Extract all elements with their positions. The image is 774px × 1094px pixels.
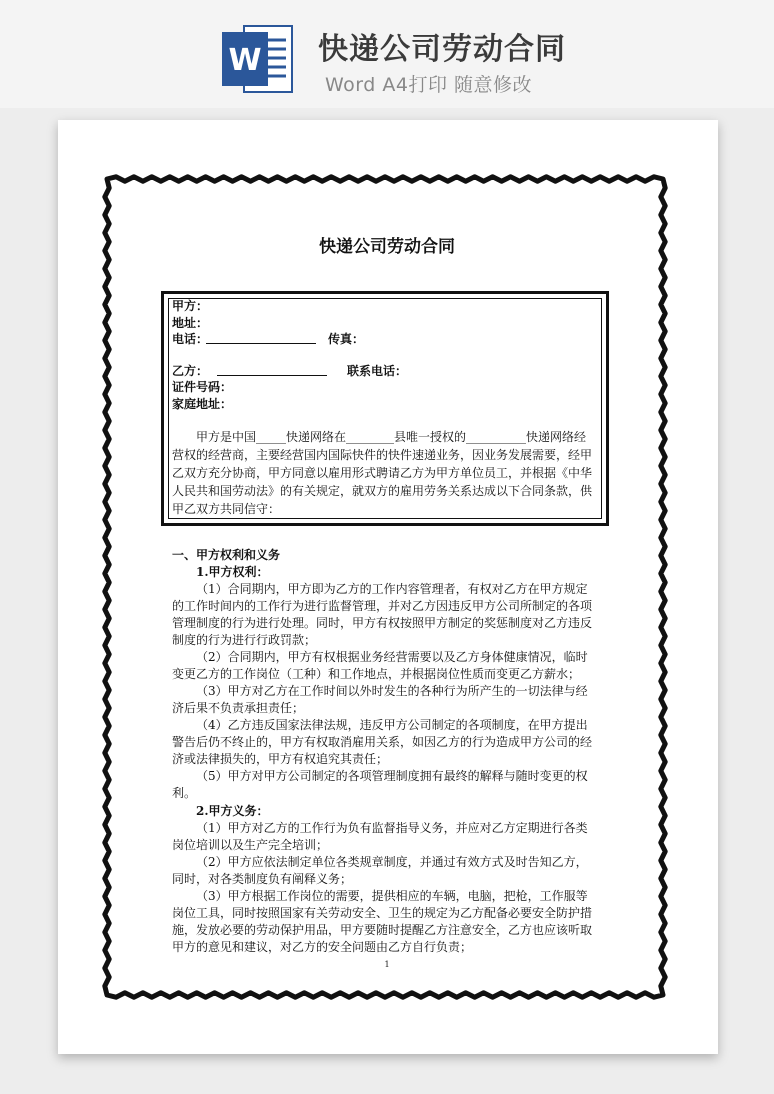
intro-line: 甲方是中国_____快递网络在________县唯一授权的__________快递网络经 [196,430,587,444]
duties-line: （3）甲方根据工作岗位的需要，提供相应的车辆，电脑，把枪，工作服等 [196,889,588,903]
phone-label: 电话： [172,332,209,346]
banner-title: 快递公司劳动合同 [318,32,566,67]
document-title: 快递公司劳动合同 [319,237,455,257]
intro-line: 人民共和国劳动法》的有关规定，就双方的雇用劳务关系达成以下合同条款，供 [172,484,593,498]
duties-heading: 2.甲方义务： [196,804,269,818]
phone-blank [206,332,316,344]
rights-heading: 1.甲方权利： [196,565,269,579]
duties-line: 岗位工具，同时按照国家有关劳动安全、卫生的规定为乙方配备必要安全防护措 [172,906,593,920]
id-number-label: 证件号码： [172,380,233,394]
home-address-label: 家庭地址： [172,397,233,411]
duties-line: 甲方的意见和建议，对乙方的安全问题由乙方自行负责； [172,940,473,954]
rights-line: 制度的行为进行行政罚款； [172,633,317,647]
page-number: 1 [384,960,390,969]
svg-text:W: W [228,43,262,78]
rights-line: （3）甲方对乙方在工作时间以外时发生的各种行为所产生的一切法律与经 [196,684,588,698]
party-b-blank [217,364,327,376]
word-icon [222,22,294,96]
intro-line: 营权的经营商，主要经营国内国际快件的快件速递业务，因业务发展需要，经甲 [172,448,593,462]
duties-line: （2）甲方应依法制定单位各类规章制度，并通过有效方式及时告知乙方， [196,855,588,869]
rights-line: 管理制度的行为进行处理。同时，甲方有权按照甲方制定的奖惩制度对乙方违反 [172,616,593,630]
rights-line: 警告后仍不终止的，甲方有权取消雇用关系，如因乙方的行为造成甲方公司的经 [172,735,593,749]
fax-label: 传真： [328,332,365,346]
duties-line: 施，发放必要的劳动保护用品，甲方要随时提醒乙方注意安全，乙方也应该听取 [172,923,593,937]
header-banner [0,0,774,108]
rights-line: （2）合同期内，甲方有权根据业务经营需要以及乙方身体健康情况，临时 [196,650,588,664]
duties-line: （1）甲方对乙方的工作行为负有监督指导义务，并应对乙方定期进行各类 [196,821,588,835]
intro-line: 乙双方充分协商，甲方同意以雇用形式聘请乙方为甲方单位员工，并根据《中华 [172,466,593,480]
address-label: 地址： [172,316,209,330]
contact-phone-label: 联系电话： [347,364,408,378]
rights-line: 济或法律损失的，甲方有权追究其责任； [172,752,389,766]
duties-line: 岗位培训以及生产完全培训； [172,838,329,852]
rights-line: （4）乙方违反国家法律法规，违反甲方公司制定的各项制度，在甲方提出 [196,718,588,732]
rights-line: （5）甲方对甲方公司制定的各项管理制度拥有最终的解释与随时变更的权 [196,769,588,783]
duties-line: 同时，对各类制度负有阐释义务； [172,872,353,886]
banner-subtitle: Word A4打印 随意修改 [325,74,533,96]
rights-line: 变更乙方的工作岗位（工种）和工作地点，并根据岗位性质而变更乙方薪水； [172,667,581,681]
section-heading: 一、甲方权利和义务 [172,548,281,562]
intro-line: 甲乙双方共同信守： [172,502,281,516]
rights-line: 利。 [172,786,197,800]
rights-line: （1）合同期内，甲方即为乙方的工作内容管理者，有权对乙方在甲方规定 [196,582,588,596]
rights-line: 济后果不负责承担责任； [172,701,305,715]
party-b-label: 乙方： [172,364,209,378]
rights-line: 的工作时间内的工作行为进行监督管理，并对乙方因违反甲方公司所制定的各项 [172,599,593,613]
party-a-label: 甲方： [172,299,209,313]
